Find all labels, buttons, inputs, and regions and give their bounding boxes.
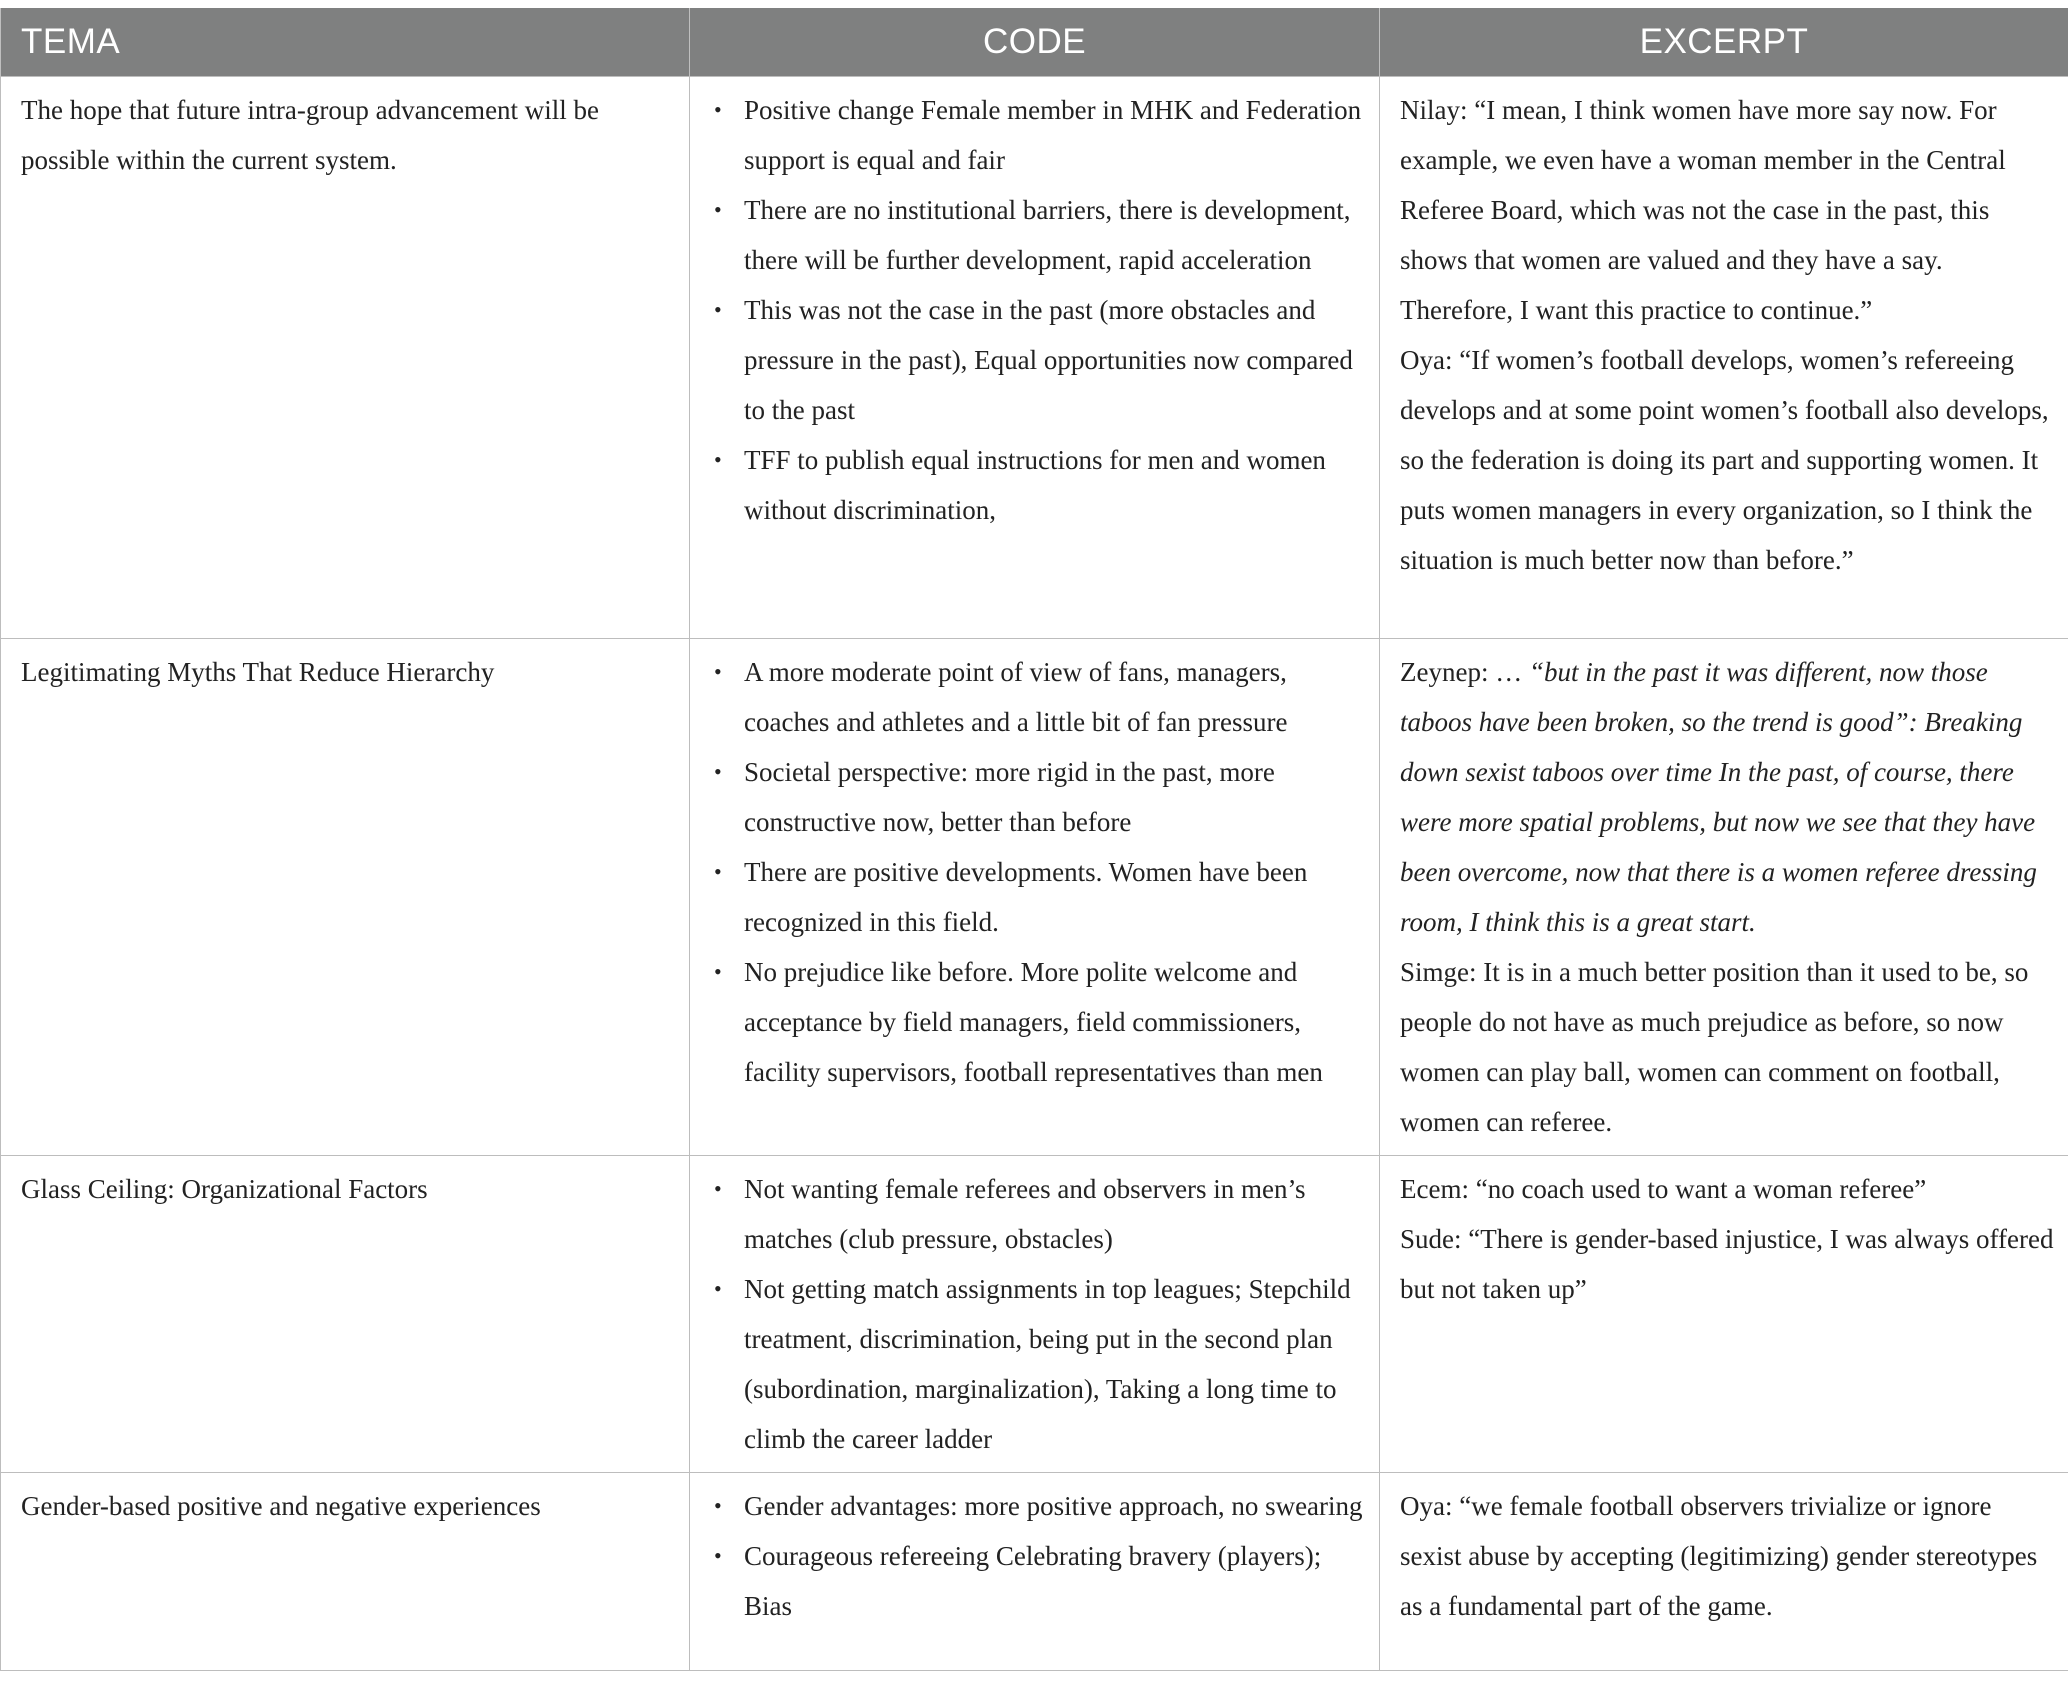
code-cell xyxy=(690,1473,1380,1671)
code-cell xyxy=(690,1156,1380,1473)
code-item: • A more moderate point of view of fans, managers, coaches and athletes and a little bit of fan pressure xyxy=(714,657,1288,737)
excerpt-quote: Simge: It is in a much better position than it used to be, so people do not have as much prejudice as before, so now women can play ball, women can comment on football, women can referee. xyxy=(1400,957,2029,1137)
header-tema: TEMA xyxy=(1,8,690,77)
header-code: CODE xyxy=(690,8,1380,77)
code-cell xyxy=(690,639,1380,1156)
table-row xyxy=(1,1156,2068,1473)
excerpt-cell xyxy=(1380,1473,2068,1671)
tema-cell: Legitimating Myths That Reduce Hierarchy xyxy=(1,639,690,1156)
excerpt-cell xyxy=(1380,77,2068,639)
code-item: • Gender advantages: more positive approach, no swearing xyxy=(714,1491,1363,1521)
header-row xyxy=(1,8,2068,77)
code-item: • Societal perspective: more rigid in the past, more constructive now, better than before xyxy=(714,757,1275,837)
code-item: • This was not the case in the past (more obstacles and pressure in the past), Equal opportunities now compared to the past xyxy=(714,295,1353,425)
table-body xyxy=(1,77,2068,1671)
excerpt-italic-quote: “but in the past it was different, now those taboos have been broken, so the trend is good”: Breaking down sexist taboos over time In the past, of course, there were more spatial problems, but now we see that they have been overcome, now that there is a women referee dressing room, I think this is a great start. xyxy=(1400,657,2037,937)
table-row xyxy=(1,639,2068,1156)
table-row xyxy=(1,1473,2068,1671)
code-list xyxy=(710,1164,1365,1464)
code-list xyxy=(710,647,1365,1097)
themes-table xyxy=(0,8,2068,1671)
excerpt-speaker: Zeynep: … xyxy=(1400,657,1529,687)
tema-cell: The hope that future intra-group advancement will be possible within the current system. xyxy=(1,77,690,639)
code-item: • TFF to publish equal instructions for men and women without discrimination, xyxy=(714,445,1326,525)
excerpt-cell xyxy=(1380,639,2068,1156)
header-excerpt: EXCERPT xyxy=(1380,8,2068,77)
tema-cell: Glass Ceiling: Organizational Factors xyxy=(1,1156,690,1473)
excerpt-quote: Oya: “If women’s football develops, women’s refereeing develops and at some point women’s football also develops, so the federation is doing its part and supporting women. It puts women managers in every organization, so I think the situation is much better now than before.” xyxy=(1400,345,2049,575)
excerpt-quote: Oya: “we female football observers trivialize or ignore sexist abuse by accepting (legitimizing) gender stereotypes as a fundamental part of the game. xyxy=(1400,1491,2038,1621)
excerpt-quote: Sude: “There is gender-based injustice, I was always offered but not taken up” xyxy=(1400,1224,2054,1304)
code-item: • There are positive developments. Women have been recognized in this field. xyxy=(714,857,1308,937)
code-cell xyxy=(690,77,1380,639)
excerpt-quote xyxy=(1400,647,2056,947)
code-item: • Courageous refereeing Celebrating bravery (players); Bias xyxy=(714,1541,1322,1621)
code-item: • No prejudice like before. More polite welcome and acceptance by field managers, field commissioners, facility supervisors, football representatives than men xyxy=(714,957,1323,1087)
code-item: • Not wanting female referees and observers in men’s matches (club pressure, obstacles) xyxy=(714,1174,1306,1254)
excerpt-cell xyxy=(1380,1156,2068,1473)
table-row xyxy=(1,77,2068,639)
excerpt-quote: Ecem: “no coach used to want a woman referee” xyxy=(1400,1174,1927,1204)
excerpt-quote: Nilay: “I mean, I think women have more say now. For example, we even have a woman member in the Central Referee Board, which was not the case in the past, this shows that women are valued and they have a say. Therefore, I want this practice to continue.” xyxy=(1400,95,2006,325)
code-item: • Not getting match assignments in top leagues; Stepchild treatment, discrimination, being put in the second plan (subordination, marginalization), Taking a long time to climb the career ladder xyxy=(714,1274,1351,1454)
code-item: • There are no institutional barriers, there is development, there will be further development, rapid acceleration xyxy=(714,195,1351,275)
code-list xyxy=(710,1481,1365,1631)
tema-cell: Gender-based positive and negative experiences xyxy=(1,1473,690,1671)
code-list xyxy=(710,85,1365,535)
themes-table-container xyxy=(0,8,2068,1671)
table-header xyxy=(1,8,2068,77)
code-item: • Positive change Female member in MHK and Federation support is equal and fair xyxy=(714,95,1362,175)
